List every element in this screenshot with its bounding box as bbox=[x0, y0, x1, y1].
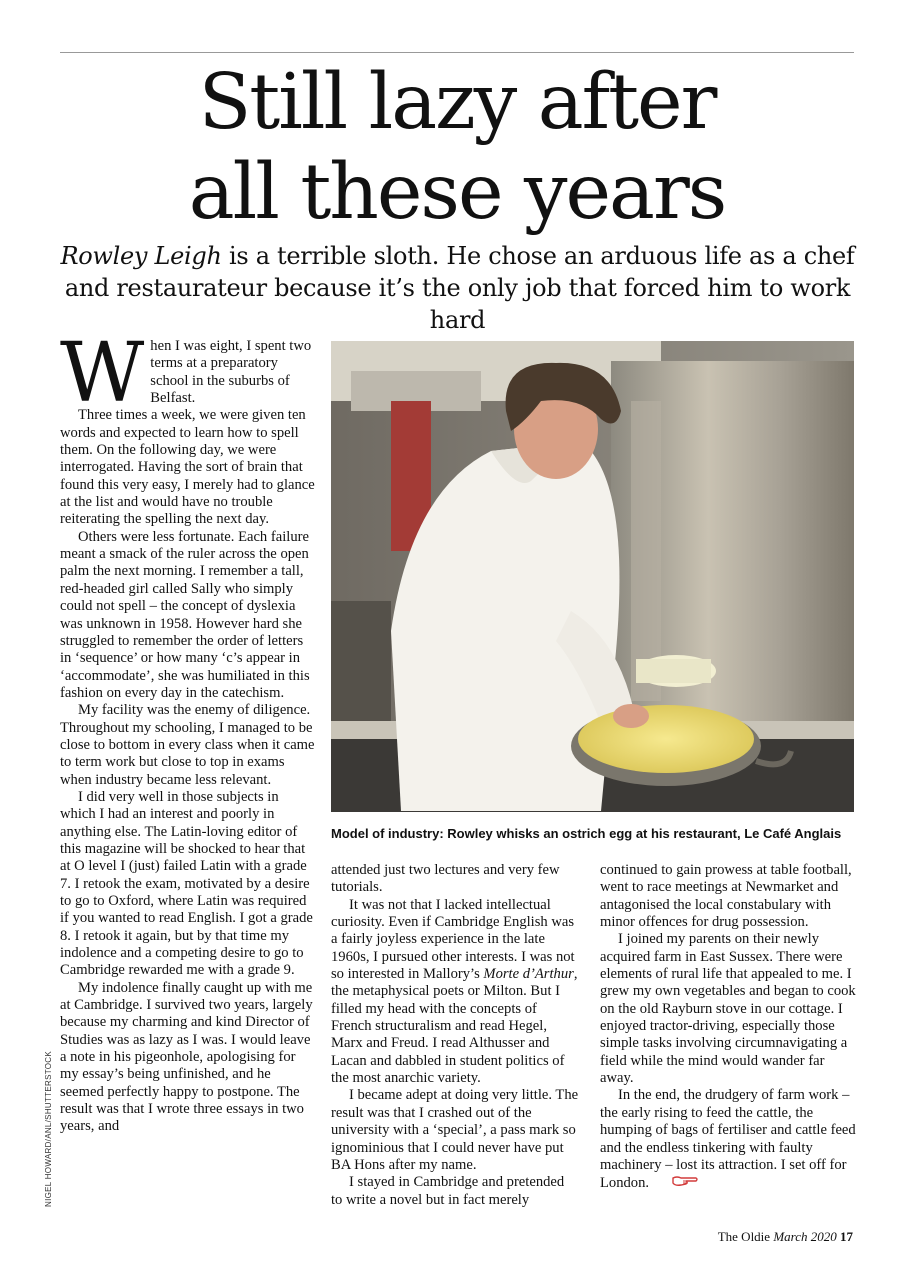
issue-date: March 2020 bbox=[773, 1229, 837, 1244]
paragraph bbox=[60, 326, 316, 421]
standfirst-author: Rowley Leigh bbox=[60, 242, 222, 270]
page-number: 17 bbox=[840, 1229, 853, 1244]
standfirst-text: is a terrible sloth. He chose an arduous life as a chef and restaurateur because it’s the only job that forced him to work hard bbox=[64, 242, 855, 334]
standfirst bbox=[50, 240, 865, 336]
paragraph: I became adept at doing very little. The result was that I crashed out of the university with a ‘special’, a pass mark so ignominious that I could never have put BA Hons after my name. bbox=[331, 1087, 579, 1173]
paragraph: continued to gain prowess at table football, went to race meetings at Newmarket and antagonised the local constabulary with minor offences for drug possession. bbox=[600, 862, 852, 931]
drop-cap: W bbox=[60, 326, 145, 421]
paragraph: My facility was the enemy of diligence. Throughout my schooling, I managed to be close to bottom in every class when it came to term work but close to top in exams when industry became less relevant. bbox=[60, 702, 315, 788]
photo-illustration bbox=[331, 341, 854, 812]
page-folio bbox=[718, 1229, 853, 1245]
paragraph: I joined my parents on their newly acquired farm in East Sussex. There were elements of rural life that appealed to me. I grew my own vegetables and began to cook on the old Rayburn stove in our cottage. I enjoyed tractor-driving, especially those simple tasks involving circumnavigating a field while the mind would wander far away. bbox=[600, 931, 856, 1087]
paragraph-text: , the metaphysical poets or Milton. But I filled my head with the concepts of French structuralism and read Hegel, Marx and Freud. I read Althusser and Lacan and dabbled in student politics of the most anarchic variety. bbox=[331, 966, 578, 1087]
paragraph: Three times a week, we were given ten words and expected to learn how to spell them. On the following day, we were interrogated. Having the sort of brain that found this very easy, I merely had to glance at the list and would have no trouble reiterating the spelling the next day. bbox=[60, 407, 315, 528]
paragraph bbox=[331, 897, 579, 1088]
paragraph: My indolence finally caught up with me at Cambridge. I survived two years, largely because my charming and kind Director of Studies was as lazy as I was. I would leave a note in his pigeonhole, apologising for my essay’s being unfinished, and he seemed perfectly happy to postpone. The result was that I wrote three essays in two years, and bbox=[60, 979, 313, 1135]
paragraph: attended just two lectures and very few tutorials. bbox=[331, 862, 560, 896]
column-2 bbox=[331, 862, 579, 1209]
paragraph-text: It was not that I lacked intellectual curiosity. Even if Cambridge English was a fairly joyless experience in the late 1960s, I pursued other interests. I was not so interested in Mallory’s bbox=[331, 896, 575, 983]
paragraph-text: In the end, the drudgery of farm work – the early rising to feed the cattle, the humping of bags of fertiliser and cattle feed and the endless tinkering with faulty machinery – lost its attraction. I set off for London. bbox=[600, 1087, 856, 1192]
pointing-hand-icon bbox=[653, 1174, 699, 1193]
column-3 bbox=[600, 862, 856, 1194]
paragraph bbox=[600, 1087, 856, 1193]
book-title: Morte d’Arthur bbox=[483, 966, 574, 983]
column-1 bbox=[60, 326, 316, 1136]
paragraph: Others were less fortunate. Each failure meant a smack of the ruler across the open palm the next morning. I remember a tall, red-headed girl called Sally who simply could not spell – the concept of dyslexia was unknown in 1958. However hard she struggled to remember the order of letters in ‘sequence’ or how many ‘c’s appear in ‘accommodate’, she was humiliated in this fashion on every day in the catechism. bbox=[60, 528, 310, 701]
photo-caption: Model of industry: Rowley whisks an ostrich egg at his restaurant, Le Café Anglais bbox=[331, 826, 842, 841]
headline-line-1: Still lazy after bbox=[198, 58, 716, 147]
headline-line-2: all these years bbox=[188, 148, 726, 237]
headline bbox=[60, 58, 854, 238]
paragraph: I did very well in those subjects in which I had an interest and poorly in anything else. The Latin-loving editor of this magazine will be shocked to hear that at O level I (just) failed Latin with a grade 7. I retook the exam, motivated by a desire to go to Oxford, where Latin was required if you wanted to read English. I got a grade 8. I retook it again, but by that time my indolence and a competing desire to go to Cambridge rewarded me with a grade 9. bbox=[60, 788, 313, 979]
chef-photo bbox=[331, 341, 854, 812]
paragraph-text: hen I was eight, I spent two terms at a preparatory school in the suburbs of Belfast. bbox=[150, 338, 312, 407]
paragraph: I stayed in Cambridge and pretended to write a novel but in fact merely bbox=[331, 1174, 565, 1208]
photo-credit: NIGEL HOWARD/ANL/SHUTTERSTOCK bbox=[44, 1051, 53, 1207]
top-rule bbox=[60, 52, 854, 53]
magazine-name: The Oldie bbox=[717, 1229, 774, 1244]
